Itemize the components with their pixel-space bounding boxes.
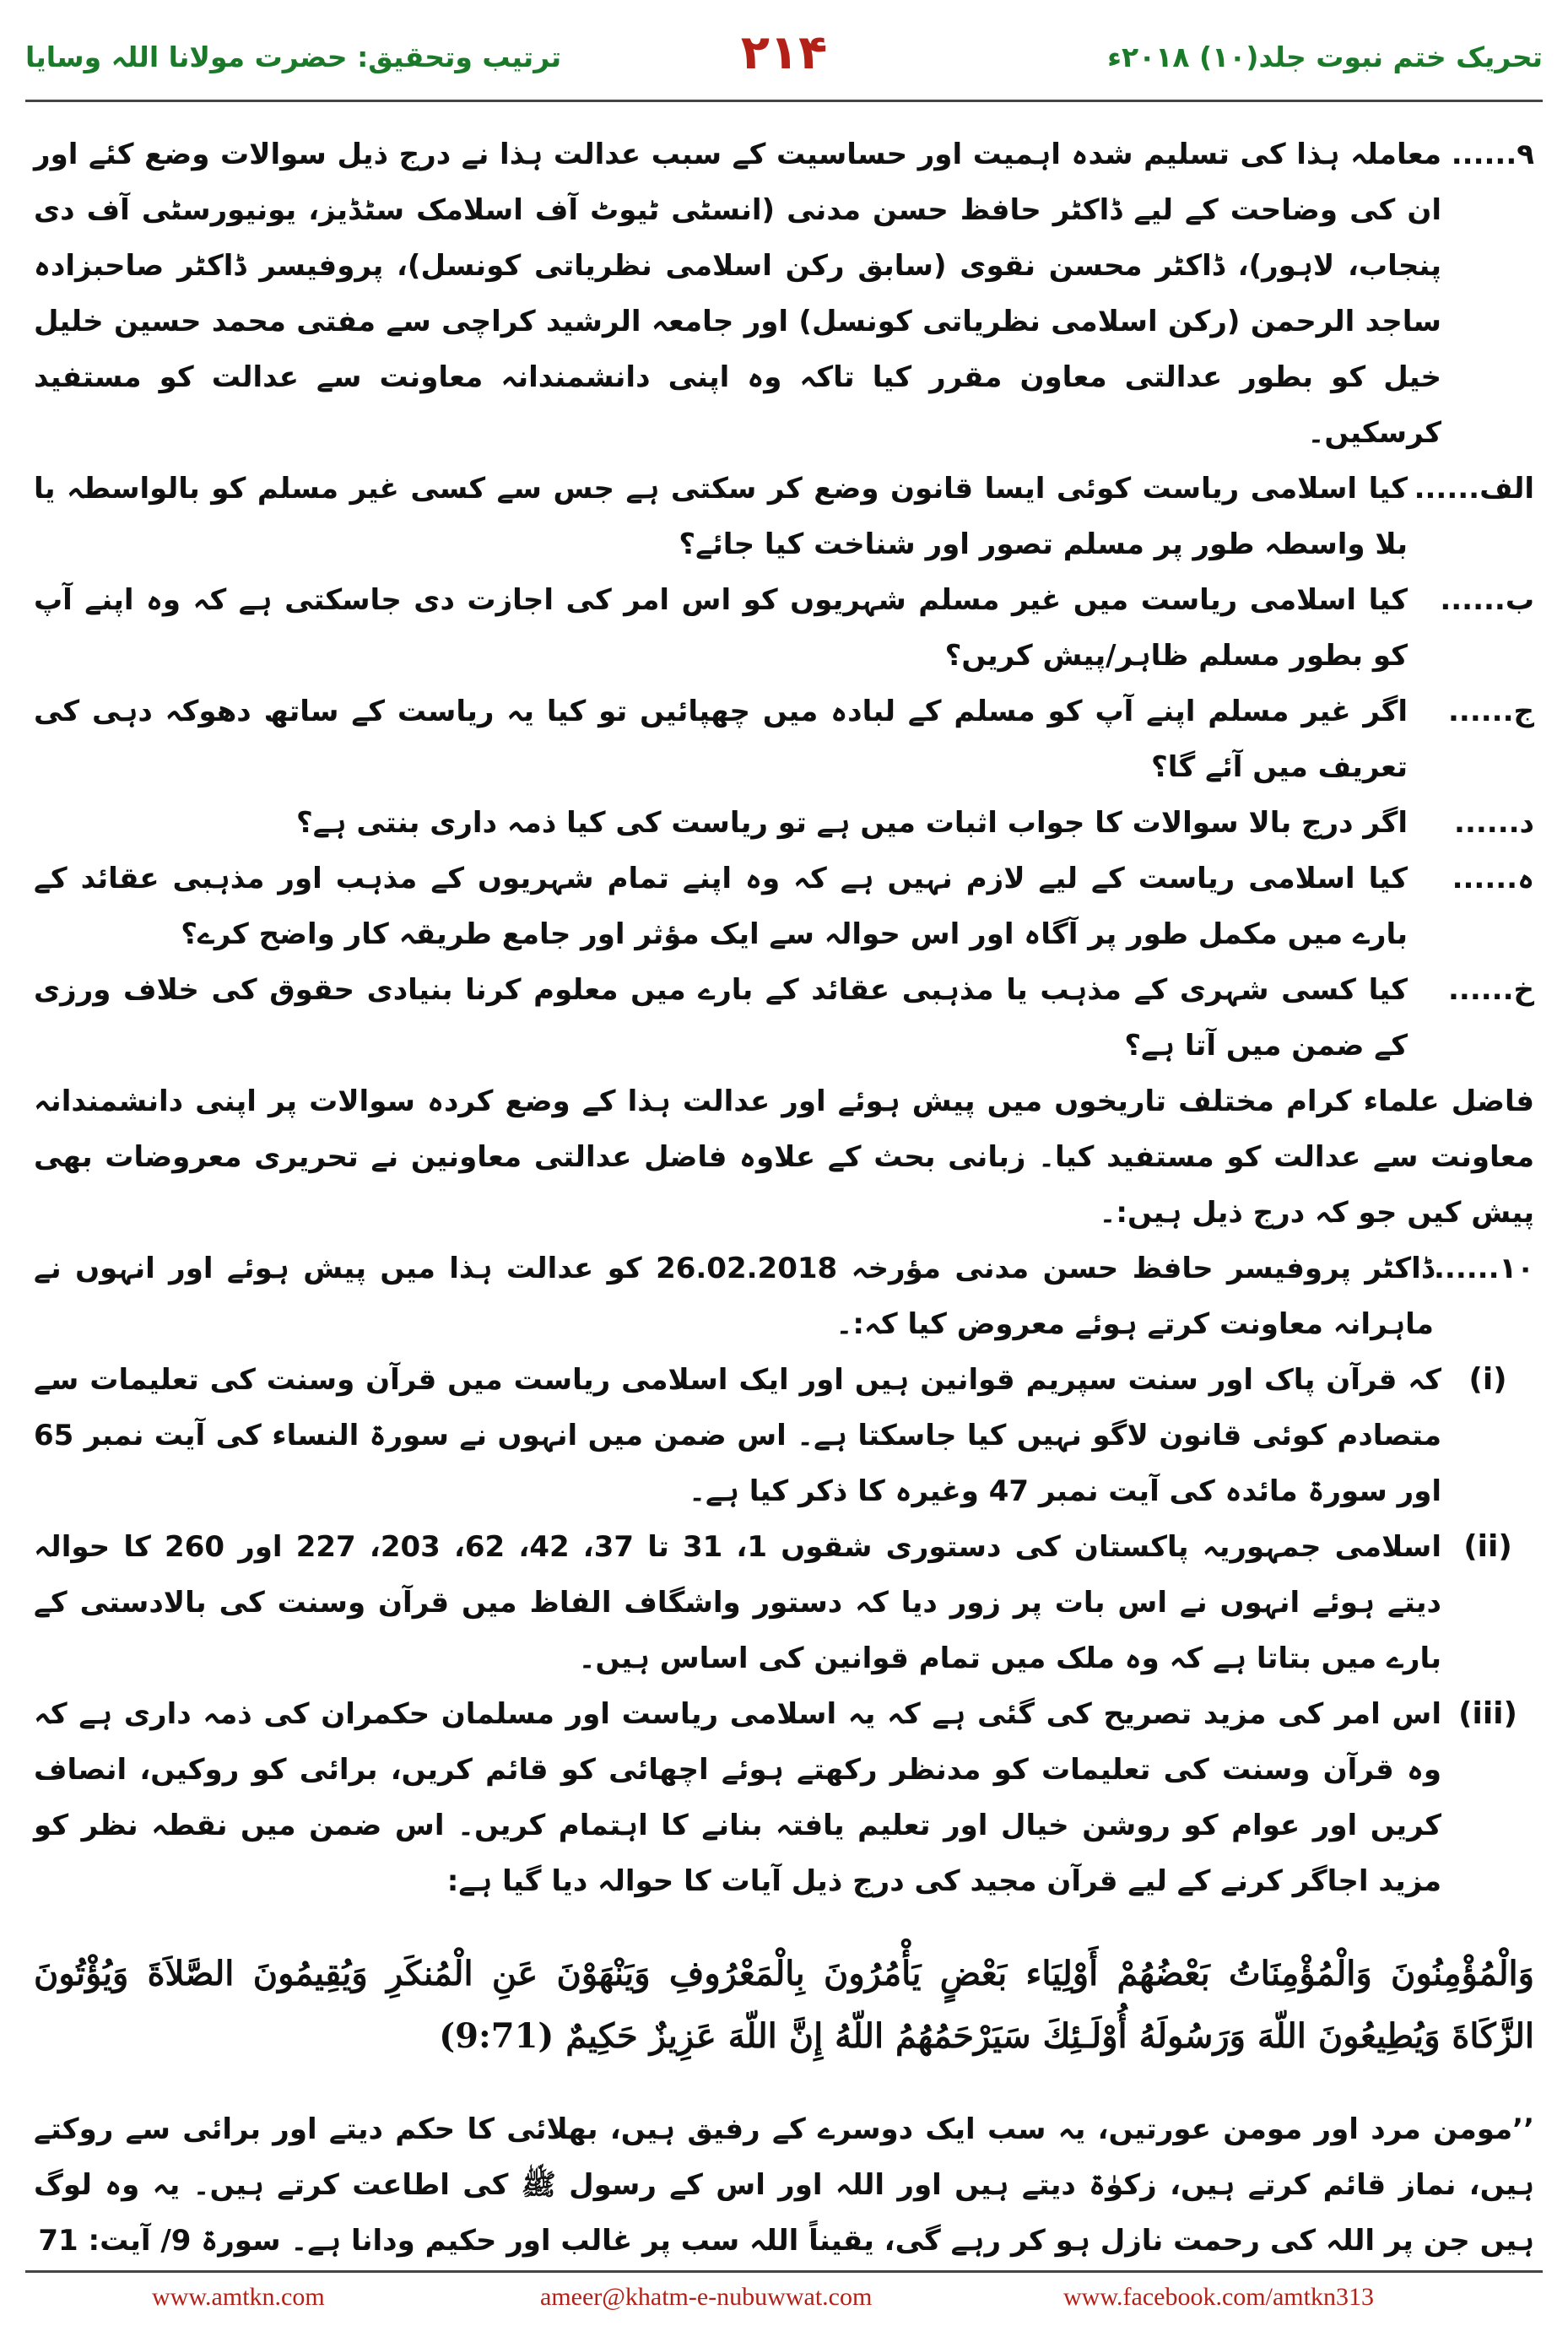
point-item xyxy=(34,1686,1534,1909)
point-text: اس امر کی مزید تصریح کی گئی ہے کہ یہ اسلامی ریاست اور مسلمان حکمران کی ذمہ داری ہے کہ وہ قرآن وسنت کی تعلیمات کو مدنظر رکھتے ہوئے اچھائی کو قائم کریں، برائی کو روکیں، انصاف کریں اور عوام کو روشن خیال اور تعلیم یافتہ بنانے کا اہتمام کریں۔ اس ضمن میں نقطہ نظر کو مزید اجاگر کرنے کے لیے قرآن مجید کی درج ذیل آیات کا حوالہ دیا گیا ہے: xyxy=(34,1697,1441,1898)
question-text: کیا اسلامی ریاست میں غیر مسلم شہریوں کو اس امر کی اجازت دی جاسکتی ہے کہ وہ اپنے آپ کو بطور مسلم ظاہر/پیش کریں؟ xyxy=(34,583,1408,673)
question-label: ب...... xyxy=(1440,583,1534,617)
question-text: کیا کسی شہری کے مذہب یا مذہبی عقائد کے بارے میں معلوم کرنا بنیادی حقوق کی خلاف ورزی کے ضمن میں آتا ہے؟ xyxy=(34,973,1408,1063)
question-label: ہ...... xyxy=(1452,862,1534,895)
question-text: کیا اسلامی ریاست کوئی ایسا قانون وضع کر سکتی ہے جس سے کسی غیر مسلم کو بالواسطہ یا بلا واسطہ طور پر مسلم تصور اور شناخت کیا جائے؟ xyxy=(34,472,1408,561)
verse-translation: ’’مومن مرد اور مومن عورتیں، یہ سب ایک دوسرے کے رفیق ہیں، بھلائی کا حکم دیتے اور برائی سے روکتے ہیں، نماز قائم کرتے ہیں، زکوٰۃ دیتے ہیں اور اللہ اور اس کے رسول ﷺ کی اطاعت کرتے ہیں۔ یہ وہ لوگ ہیں جن پر اللہ کی رحمت نازل ہو کر رہے گی، یقیناً اللہ سب پر غالب اور حکیم ودانا ہے۔ سورۃ 9/ آیت: 71 xyxy=(34,2112,1534,2258)
footer-divider xyxy=(25,2270,1543,2273)
paragraph-number: ۹...... xyxy=(1451,138,1534,171)
question-item xyxy=(34,684,1534,795)
question-text: اگر درج بالا سوالات کا جواب اثبات میں ہے تو ریاست کی کیا ذمہ داری بنتی ہے؟ xyxy=(296,806,1408,840)
page-header xyxy=(0,25,1568,93)
paragraph-text: معاملہ ہذا کی تسلیم شدہ اہمیت اور حساسیت کے سبب عدالت ہذا نے درج ذیل سوالات وضع کئے اور ان کی وضاحت کے لیے ڈاکٹر حافظ حسن مدنی (انسٹی ٹیوٹ آف اسلامک سٹڈیز، یونیورسٹی آف دی پنجاب، لاہور)، ڈاکٹر محسن نقوی (سابق رکن اسلامی نظریاتی کونسل)، پروفیسر ڈاکٹر صاحبزادہ ساجد الرحمن (رکن اسلامی نظریاتی کونسل) اور جامعہ الرشید کراچی سے مفتی محمد حسین خلیل خیل کو بطور عدالتی معاون مقرر کیا تاکہ وہ اپنی دانشمندانہ معاونت سے عدالت کو مستفید کرسکیں۔ xyxy=(34,138,1441,450)
header-compiler: ترتیب وتحقیق: حضرت مولانا اللہ وسایا xyxy=(25,41,562,73)
question-item xyxy=(34,962,1534,1074)
point-label: (iii) xyxy=(1458,1696,1517,1731)
page-number: ۲۱۴ xyxy=(740,25,828,80)
header-book-title: تحریک ختم نبوت جلد(۱۰) ۲۰۱۸ء xyxy=(1107,41,1543,73)
footer-website-link[interactable]: www.amtkn.com xyxy=(152,2283,325,2311)
question-text: کیا اسلامی ریاست کے لیے لازم نہیں ہے کہ وہ اپنے تمام شہریوں کے مذہب اور مذہبی عقائد کے بارے میں مکمل طور پر آگاہ اور اس حوالہ سے ایک مؤثر اور جامع طریقہ کار واضح کرے؟ xyxy=(34,862,1408,951)
paragraph-10 xyxy=(34,1241,1534,1352)
paragraph-number: ۱۰...... xyxy=(1433,1252,1534,1285)
paragraph-9 xyxy=(34,127,1534,461)
quran-verse: وَالْمُؤْمِنُونَ وَالْمُؤْمِنَاتُ بَعْضُهُمْ أَوْلِيَاء بَعْضٍ يَأْمُرُونَ بِالْمَعْرُوفِ وَيَنْهَوْنَ عَنِ الْمُنكَرِ وَيُقِيمُونَ الصَّلاَةَ وَيُؤْتُونَ الزَّكَاةَ وَيُطِيعُونَ اللّهَ وَرَسُولَهُ أُوْلَـئِكَ سَيَرْحَمُهُمُ اللّهُ إِنَّ اللّهَ عَزِيزٌ حَكِيمٌ (9:71) xyxy=(34,1954,1534,2056)
question-label: خ...... xyxy=(1448,973,1534,1007)
scholars-paragraph: فاضل علماء کرام مختلف تاریخوں میں پیش ہوئے اور عدالت ہذا کے وضع کردہ سوالات پر اپنی دانشمندانہ معاونت سے عدالت کو مستفید کیا۔ زبانی بحث کے علاوہ فاضل عدالتی معاونین نے تحریری معروضات بھی پیش کیں جو کہ درج ذیل ہیں:۔ xyxy=(34,1084,1534,1230)
point-label: (ii) xyxy=(1463,1529,1512,1564)
footer-facebook-link[interactable]: www.facebook.com/amtkn313 xyxy=(1063,2283,1374,2311)
question-label: د...... xyxy=(1454,806,1534,840)
footer-email-link[interactable]: ameer@khatm-e-nubuwwat.com xyxy=(540,2283,873,2311)
point-item xyxy=(34,1352,1534,1519)
question-item xyxy=(34,851,1534,962)
paragraph-text: ڈاکٹر پروفیسر حافظ حسن مدنی مؤرخہ 26.02.2018 کو عدالت ہذا میں پیش ہوئے اور انہوں نے ماہرانہ معاونت کرتے ہوئے معروض کیا کہ:۔ xyxy=(34,1252,1434,1341)
point-item xyxy=(34,1519,1534,1686)
question-text: اگر غیر مسلم اپنے آپ کو مسلم کے لبادہ میں چھپائیں تو کیا یہ ریاست کے ساتھ دھوکہ دہی کی تعریف میں آئے گا؟ xyxy=(34,695,1408,784)
point-text: اسلامی جمہوریہ پاکستان کی دستوری شقوں 1، 31 تا 37، 42، 62، 203، 227 اور 260 کا حوالہ دیتے ہوئے انہوں نے اس بات پر زور دیا کہ دستور واشگاف الفاظ میں قرآن وسنت کی بالادستی کے بارے میں بتاتا ہے کہ وہ ملک میں تمام قوانین کی اساس ہیں۔ xyxy=(34,1530,1441,1675)
point-text: کہ قرآن پاک اور سنت سپریم قوانین ہیں اور ایک اسلامی ریاست میں قرآن وسنت کی تعلیمات سے متصادم کوئی قانون لاگو نہیں کیا جاسکتا ہے۔ اس ضمن میں انہوں نے سورۃ النساء کی آیت نمبر 65 اور سورۃ مائدہ کی آیت نمبر 47 وغیرہ کا ذکر کیا ہے۔ xyxy=(34,1363,1441,1508)
question-item xyxy=(34,795,1534,851)
question-label: ج...... xyxy=(1448,695,1534,728)
header-divider xyxy=(25,100,1543,102)
question-item xyxy=(34,572,1534,684)
document-body xyxy=(34,127,1534,2269)
question-label: الف...... xyxy=(1414,472,1534,506)
point-label: (i) xyxy=(1468,1362,1507,1397)
question-item xyxy=(34,461,1534,572)
